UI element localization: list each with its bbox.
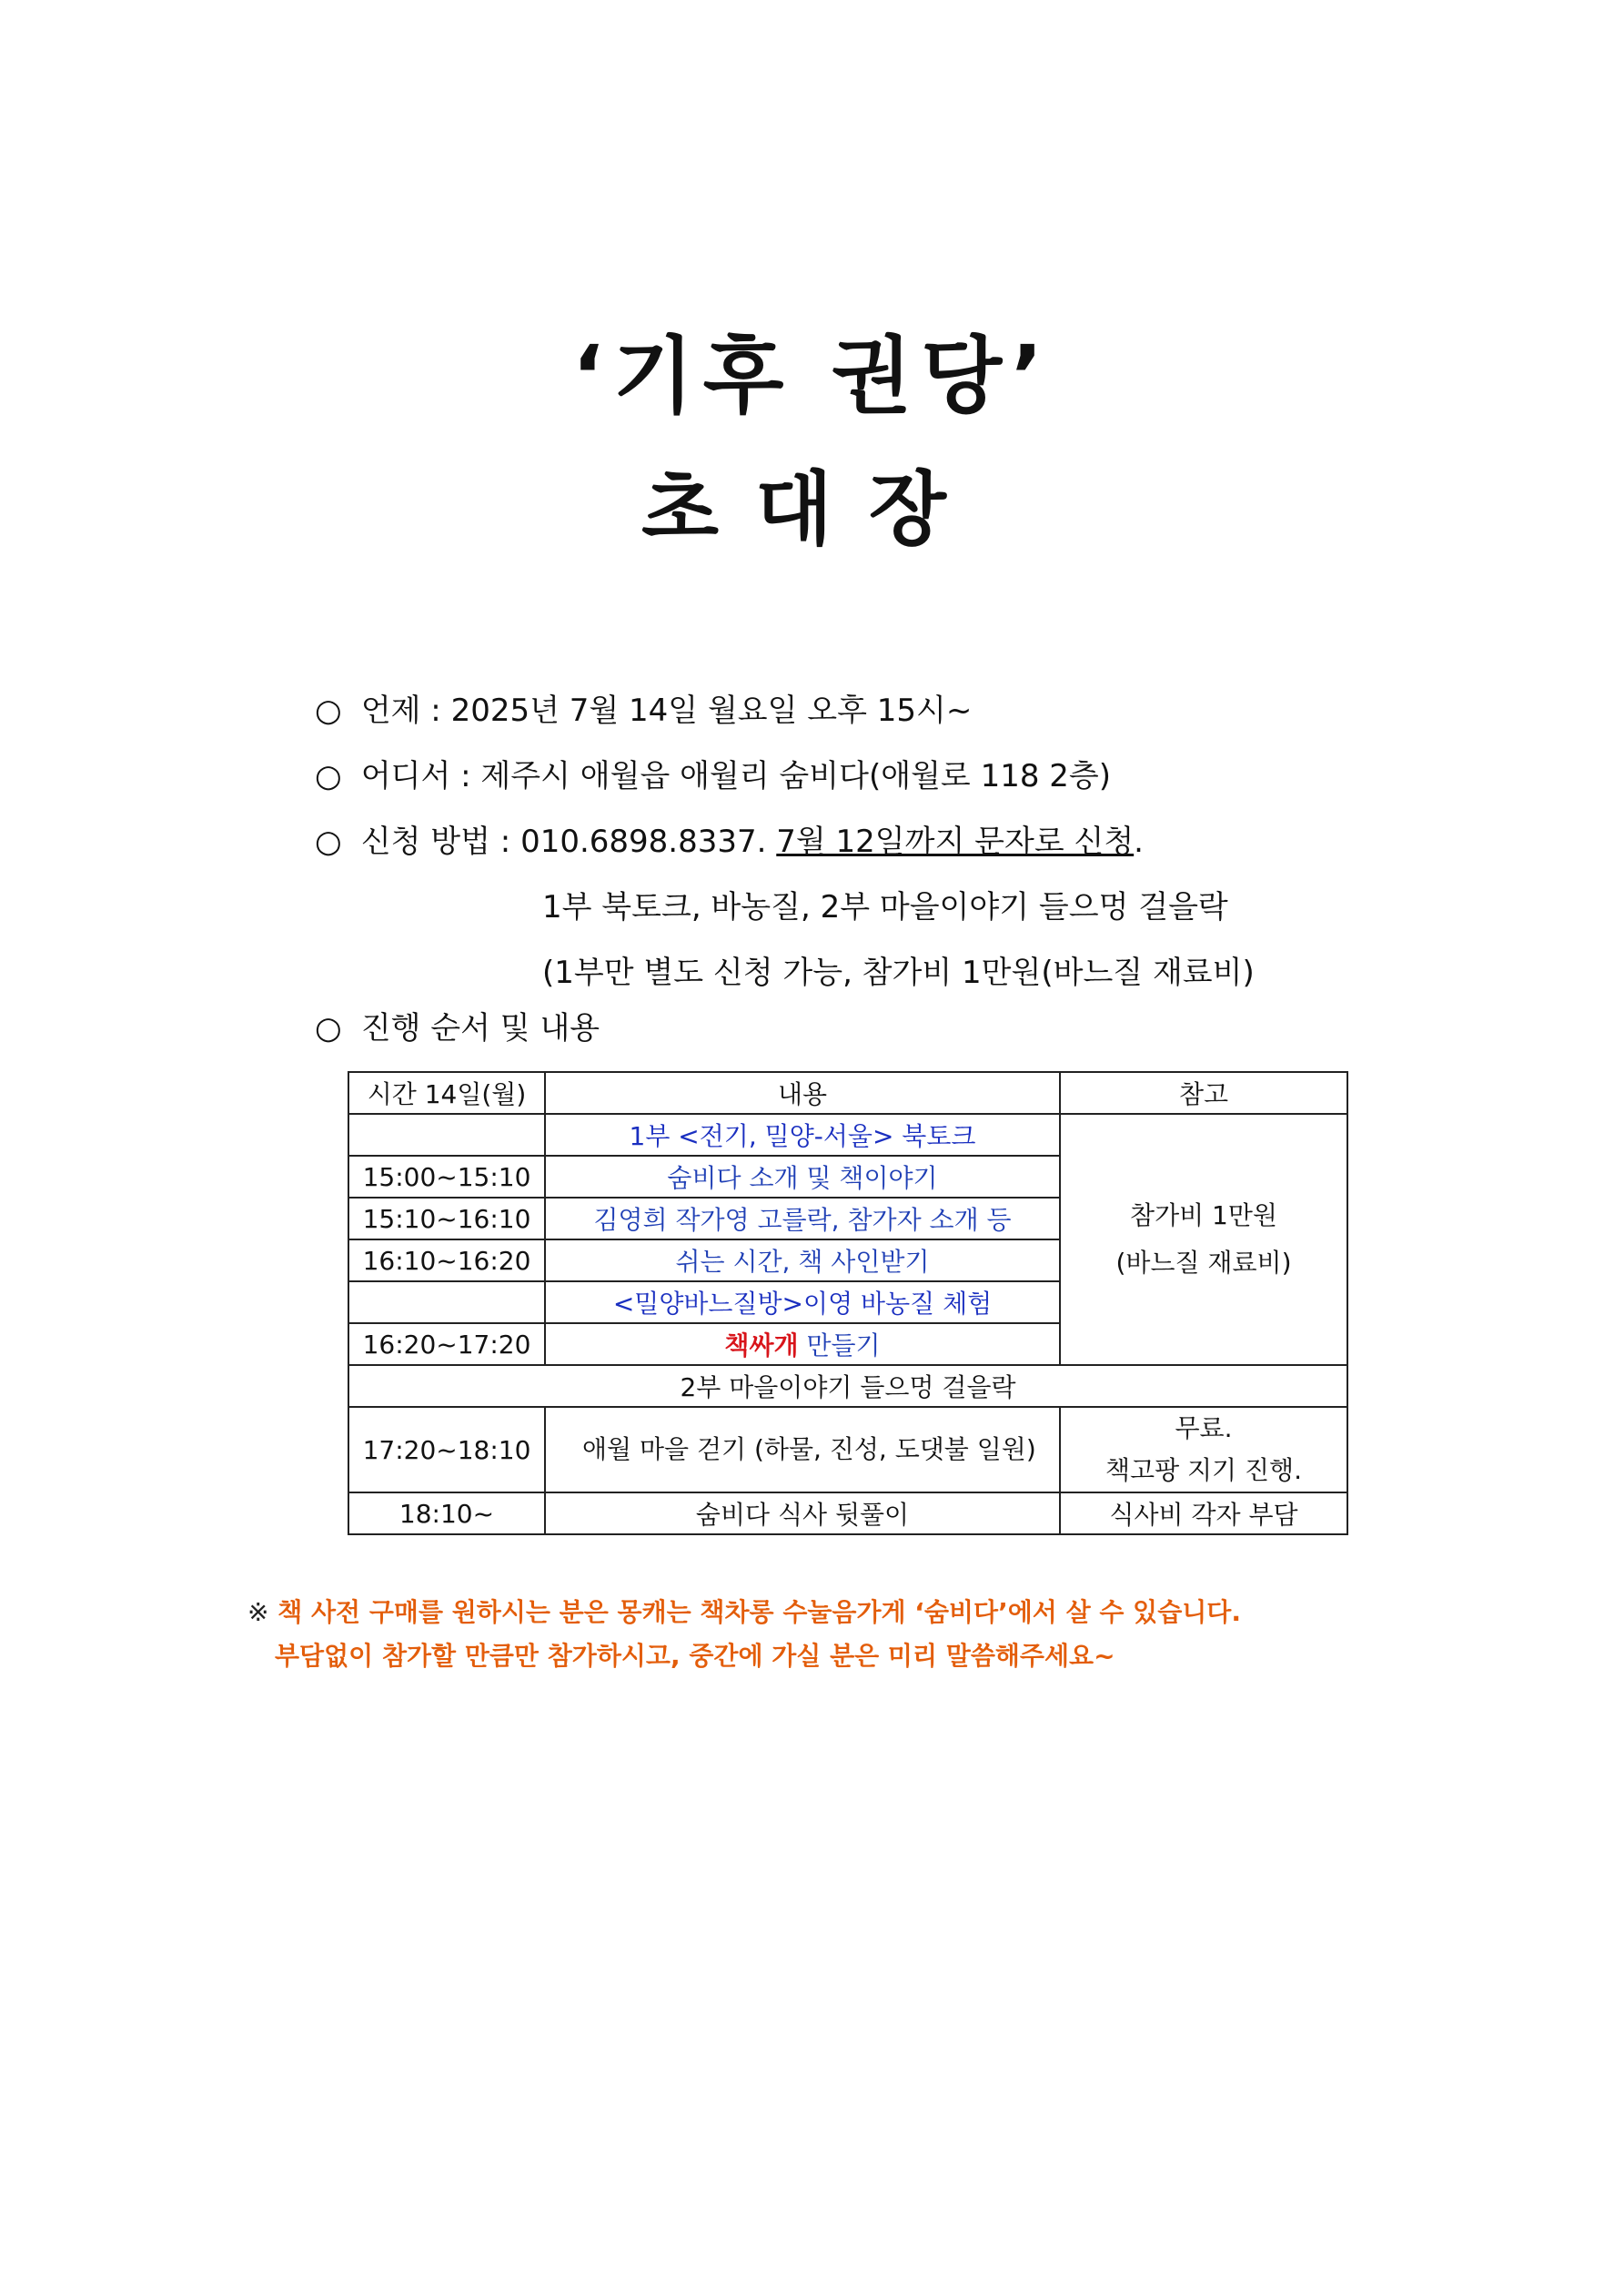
- info-when: [315, 678, 1255, 743]
- row-time: 15:00~15:10: [348, 1156, 545, 1198]
- row-content: [545, 1323, 1060, 1365]
- row-time: 16:10~16:20: [348, 1239, 545, 1281]
- info-where-text: 어디서 : 제주시 애월읍 애월리 숨비다(애월로 118 2층): [360, 758, 1112, 794]
- header-time: 시간 14일(월): [348, 1072, 545, 1114]
- walk-note-line2: 책고팡 지기 진행.: [1105, 1455, 1303, 1485]
- part1-note-line2: (바느질 재료비): [1115, 1248, 1292, 1278]
- row-content: 쉬는 시간, 책 사인받기: [545, 1239, 1060, 1281]
- circle-bullet-icon: ○: [315, 1010, 342, 1047]
- row-content: 숨비다 식사 뒷풀이: [545, 1492, 1060, 1534]
- row-content: 김영희 작가영 고를락, 참가자 소개 등: [545, 1198, 1060, 1239]
- info-apply-suffix: .: [1134, 824, 1144, 860]
- table-row: [348, 1407, 1347, 1492]
- notice-line1: [247, 1591, 1241, 1634]
- circle-bullet-icon: ○: [315, 693, 342, 729]
- row-time: 16:20~17:20: [348, 1323, 545, 1365]
- row-time: 18:10~: [348, 1492, 545, 1534]
- row-time: 17:20~18:10: [348, 1407, 545, 1492]
- reference-mark-icon: ※: [247, 1597, 269, 1627]
- info-apply: [315, 809, 1255, 875]
- part2-heading: 2부 마을이야기 들으멍 걸을락: [348, 1365, 1347, 1407]
- row-content: 숨비다 소개 및 책이야기: [545, 1156, 1060, 1198]
- info-apply-deadline: 7월 12일까지 문자로 신청: [776, 824, 1135, 860]
- table-row: [348, 1492, 1347, 1534]
- info-apply-prefix: 신청 방법 : 010.6898.8337.: [360, 824, 777, 860]
- notice-line1-text: 책 사전 구매를 원하시는 분은 몽캐는 책차롱 수눌음가게 ‘숨비다’에서 살 수 있습니다.: [268, 1597, 1241, 1627]
- row-note: 식사비 각자 부담: [1060, 1492, 1347, 1534]
- info-apply-line2: 1부 북토크, 바농질, 2부 마을이야기 들으멍 걸을락: [542, 889, 1228, 925]
- notice-line2: 부담없이 참가할 만큼만 참가하시고, 중간에 가실 분은 미리 말씀해주세요~: [275, 1641, 1115, 1671]
- row-note: [1060, 1407, 1347, 1492]
- schedule-table: [348, 1071, 1348, 1535]
- circle-bullet-icon: ○: [315, 758, 342, 794]
- walk-note-line1: 무료.: [1175, 1413, 1233, 1443]
- header-content: 내용: [545, 1072, 1060, 1114]
- table-header-row: [348, 1072, 1347, 1114]
- empty-time-cell: [348, 1114, 545, 1156]
- schedule-section-title: [315, 1001, 600, 1056]
- part1-note: [1060, 1114, 1347, 1365]
- event-info: [315, 678, 1255, 1006]
- row-content-rest: 만들기: [798, 1330, 881, 1360]
- row-time: 15:10~16:10: [348, 1198, 545, 1239]
- row-content-highlight: 책싸개: [724, 1330, 799, 1360]
- schedule-title-text: 진행 순서 및 내용: [360, 1010, 600, 1047]
- header-note: 참고: [1060, 1072, 1347, 1114]
- info-apply-line3: (1부만 별도 신청 가능, 참가비 1만원(바느질 재료비): [542, 955, 1255, 991]
- part1-heading: 1부 <전기, 밀양-서울> 북토크: [545, 1114, 1060, 1156]
- table-row: [348, 1114, 1347, 1156]
- info-where: [315, 743, 1255, 809]
- part1-note-line1: 참가비 1만원: [1130, 1200, 1277, 1230]
- invitation-subtitle: 초대장: [641, 462, 983, 556]
- invitation-title: ‘기후 권당’: [571, 328, 1053, 425]
- notice: [247, 1591, 1241, 1678]
- row-content: 애월 마을 걷기 (하물, 진성, 도댓불 일원): [545, 1407, 1060, 1492]
- table-row: [348, 1365, 1347, 1407]
- sewing-heading: <밀양바느질방>이영 바농질 체험: [545, 1281, 1060, 1323]
- empty-time-cell: [348, 1281, 545, 1323]
- info-when-text: 언제 : 2025년 7월 14일 월요일 오후 15시~: [360, 693, 973, 729]
- circle-bullet-icon: ○: [315, 824, 342, 860]
